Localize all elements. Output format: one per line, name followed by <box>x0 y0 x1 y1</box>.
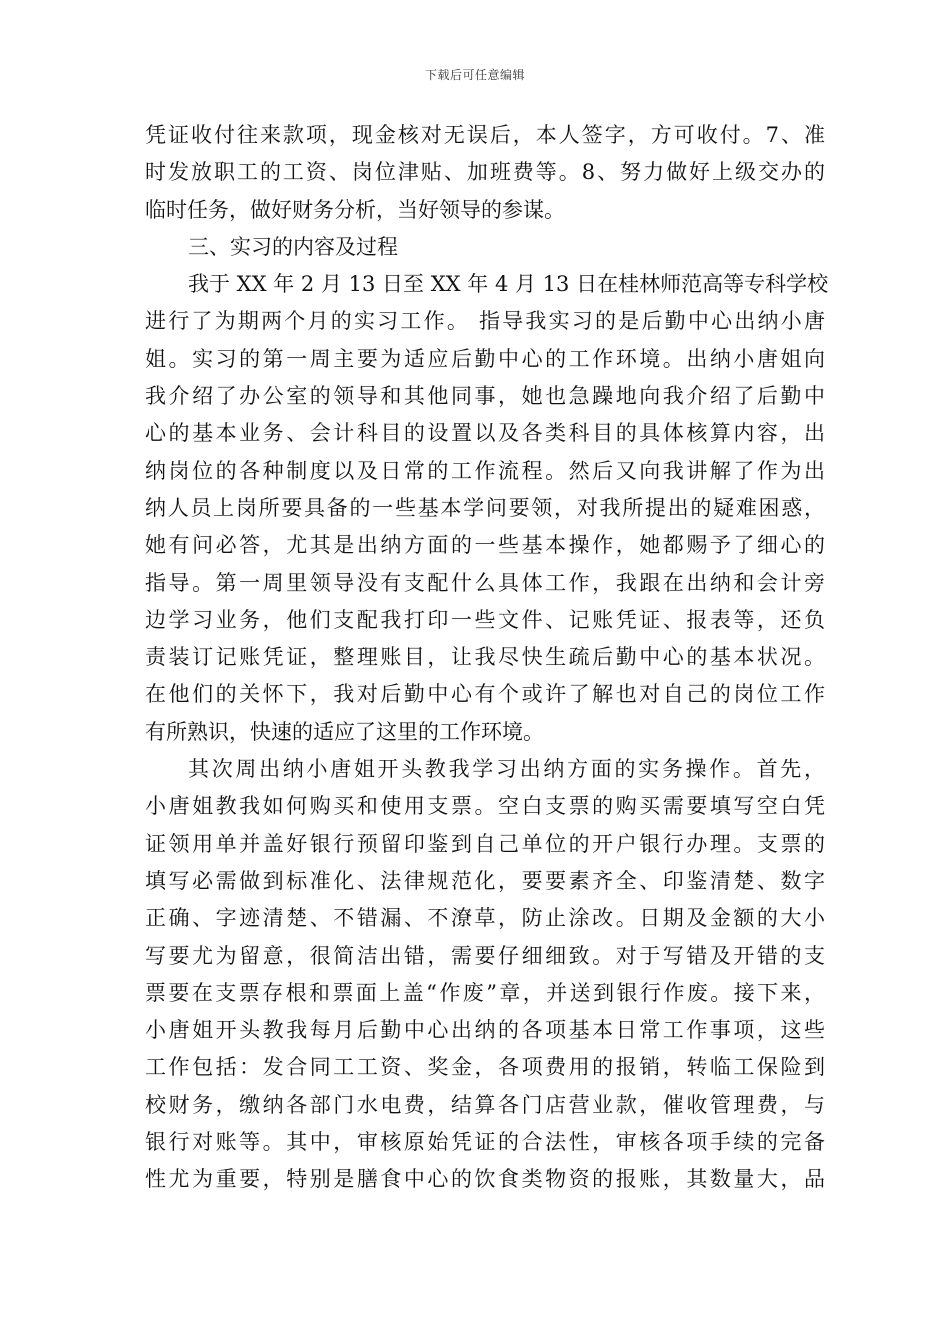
paragraph-continuation <box>145 117 825 229</box>
text-line: 工作包括：发合同工工资、奖金，各项费用的报销，转临工保险到 <box>145 1055 825 1080</box>
section-heading <box>145 229 825 266</box>
text-line: 我于 XX 年 2 月 13 日至 XX 年 4 月 13 日在桂林师范高等专科学校 <box>188 272 829 297</box>
document-body <box>145 117 829 1199</box>
text-line: 写要尤为留意，很简洁出错，需要仔细细致。对于写错及开错的支 <box>145 943 825 968</box>
text-line: 性尤为重要，特别是膳食中心的饮食类物资的报账，其数量大，品 <box>145 1167 825 1192</box>
text-line: 小唐姐教我如何购买和使用支票。空白支票的购买需要填写空白凭 <box>145 794 825 819</box>
text-line: 校财务，缴纳各部门水电费，结算各门店营业款，催收管理费，与 <box>145 1092 825 1117</box>
text-line: 姐。实习的第一周主要为适应后勤中心的工作环境。出纳小唐姐向 <box>145 346 825 371</box>
text-line: 票要在支票存根和票面上盖“作废”章，并送到银行作废。接下来， <box>145 980 825 1005</box>
text-line: 凭证收付往来款项，现金核对无误后，本人签字，方可收付。7、准 <box>145 123 825 147</box>
text-line: 时发放职工的工资、岗位津贴、加班费等。8、努力做好上级交办的 <box>145 160 825 185</box>
text-line: 银行对账等。其中，审核原始凭证的合法性，审核各项手续的完备 <box>145 1130 825 1155</box>
text-line: 有所熟识，快速的适应了这里的工作环境。 <box>145 719 544 744</box>
text-line: 其次周出纳小唐姐开头教我学习出纳方面的实务操作。首先， <box>188 757 825 782</box>
text-line: 指导。第一周里领导没有支配什么具体工作，我跟在出纳和会计旁 <box>145 570 825 595</box>
text-line: 临时任务，做好财务分析，当好领导的参谋。 <box>145 197 565 222</box>
text-line: 她有问必答，尤其是出纳方面的一些基本操作，她都赐予了细心的 <box>145 533 825 558</box>
text-line: 边学习业务，他们支配我打印一些文件、记账凭证、报表等，还负 <box>145 607 825 632</box>
text-line: 进行了为期两个月的实习工作。 指导我实习的是后勤中心出纳小唐 <box>145 309 825 334</box>
text-line: 纳岗位的各种制度以及日常的工作流程。然后又向我讲解了作为出 <box>145 458 825 483</box>
text-line: 责装订记账凭证，整理账目，让我尽快生疏后勤中心的基本状况。 <box>145 645 825 670</box>
text-line: 我介绍了办公室的领导和其他同事，她也急躁地向我介绍了后勤中 <box>145 384 825 409</box>
text-line: 纳人员上岗所要具备的一些基本学问要领，对我所提出的疑难困惑， <box>145 495 825 520</box>
text-line: 填写必需做到标准化、法律规范化，要要素齐全、印鉴清楚、数字 <box>145 868 825 893</box>
paragraph-internship-start <box>145 266 829 751</box>
paragraph-second-week <box>145 751 825 1199</box>
page-header-note: 下载后可任意编辑 <box>424 68 525 82</box>
text-line: 证领用单并盖好银行预留印鉴到自己单位的开户银行办理。支票的 <box>145 831 825 856</box>
text-line: 正确、字迹清楚、不错漏、不潦草，防止涂改。日期及金额的大小 <box>145 906 825 931</box>
text-line: 小唐姐开头教我每月后勤中心出纳的各项基本日常工作事项，这些 <box>145 1018 825 1043</box>
text-line: 心的基本业务、会计科目的设置以及各类科目的具体核算内容，出 <box>145 421 825 446</box>
text-line: 在他们的关怀下，我对后勤中心有个或许了解也对自己的岗位工作 <box>145 682 825 707</box>
section-heading-text: 三、实习的内容及过程 <box>188 234 398 259</box>
